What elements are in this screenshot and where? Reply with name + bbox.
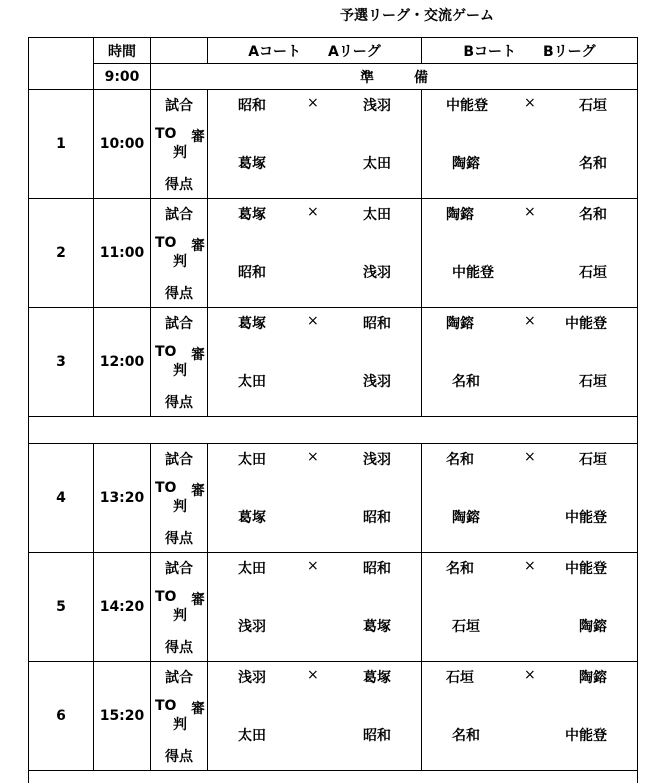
home-team: 昭和 bbox=[238, 98, 266, 114]
officials-team-2: 葛塚 bbox=[363, 619, 391, 635]
round-time: 12:00 bbox=[94, 308, 151, 417]
round-number: 5 bbox=[29, 553, 94, 662]
officials-team-1: 陶鎔 bbox=[452, 156, 480, 172]
role-match-label: 試合 bbox=[165, 561, 193, 577]
header-blank-cell bbox=[29, 38, 94, 90]
officials-team-1: 太田 bbox=[238, 374, 266, 390]
court-b-cell bbox=[422, 444, 638, 553]
round-time: 10:00 bbox=[94, 90, 151, 199]
officials-team-2: 昭和 bbox=[363, 728, 391, 744]
officials-team-2: 浅羽 bbox=[363, 374, 391, 390]
role-to-label: TO bbox=[155, 589, 177, 605]
round-time: 13:20 bbox=[94, 444, 151, 553]
officials-team-2: 中能登 bbox=[565, 510, 607, 526]
round-time: 15:20 bbox=[94, 662, 151, 771]
role-scoring-label: 得点 bbox=[165, 749, 193, 765]
role-cell bbox=[151, 199, 208, 308]
role-match-label: 試合 bbox=[165, 670, 193, 686]
prep-row bbox=[29, 64, 638, 90]
court-b-cell bbox=[422, 553, 638, 662]
lunch-break-row bbox=[29, 417, 638, 444]
away-team: 浅羽 bbox=[363, 98, 391, 114]
home-team: 葛塚 bbox=[238, 207, 266, 223]
role-match-label: 試合 bbox=[165, 316, 193, 332]
away-team: 中能登 bbox=[565, 316, 607, 332]
court-a-cell bbox=[208, 662, 422, 771]
round-time: 11:00 bbox=[94, 199, 151, 308]
court-a-cell bbox=[208, 199, 422, 308]
home-team: 陶鎔 bbox=[446, 316, 474, 332]
prep-time: 9:00 bbox=[94, 64, 151, 90]
officials-team-1: 葛塚 bbox=[238, 156, 266, 172]
trailing-row bbox=[29, 771, 638, 783]
officials-team-1: 陶鎔 bbox=[452, 510, 480, 526]
page-title: 予選リーグ・交流ゲーム bbox=[340, 8, 494, 24]
role-scoring-label: 得点 bbox=[165, 640, 193, 656]
round-time: 14:20 bbox=[94, 553, 151, 662]
role-to-label: TO bbox=[155, 480, 177, 496]
role-referee-label-a: 審 bbox=[191, 129, 205, 145]
vs-mark: × bbox=[524, 667, 536, 683]
away-team: 陶鎔 bbox=[579, 670, 607, 686]
role-match-label: 試合 bbox=[165, 207, 193, 223]
break-cell bbox=[29, 417, 638, 444]
role-cell bbox=[151, 90, 208, 199]
schedule-table bbox=[28, 37, 638, 783]
officials-team-1: 石垣 bbox=[452, 619, 480, 635]
court-a-cell bbox=[208, 308, 422, 417]
role-referee-label-b: 判 bbox=[173, 363, 187, 379]
round-row bbox=[29, 662, 638, 771]
round-row bbox=[29, 444, 638, 553]
court-b-cell bbox=[422, 90, 638, 199]
court-b-label: Bコート bbox=[463, 43, 517, 60]
officials-team-1: 浅羽 bbox=[238, 619, 266, 635]
officials-team-2: 太田 bbox=[363, 156, 391, 172]
role-to-label: TO bbox=[155, 698, 177, 714]
round-number: 2 bbox=[29, 199, 94, 308]
vs-mark: × bbox=[524, 204, 536, 220]
role-cell bbox=[151, 444, 208, 553]
role-referee-label-a: 審 bbox=[191, 592, 205, 608]
role-match-label: 試合 bbox=[165, 98, 193, 114]
home-team: 名和 bbox=[446, 561, 474, 577]
officials-team-2: 浅羽 bbox=[363, 265, 391, 281]
officials-team-1: 名和 bbox=[452, 728, 480, 744]
vs-mark: × bbox=[524, 558, 536, 574]
role-to-label: TO bbox=[155, 126, 177, 142]
court-a-cell bbox=[208, 90, 422, 199]
home-team: 石垣 bbox=[446, 670, 474, 686]
officials-team-2: 中能登 bbox=[565, 728, 607, 744]
away-team: 名和 bbox=[579, 207, 607, 223]
vs-mark: × bbox=[524, 313, 536, 329]
round-number: 6 bbox=[29, 662, 94, 771]
vs-mark: × bbox=[524, 449, 536, 465]
role-cell bbox=[151, 553, 208, 662]
trailing-cell bbox=[29, 771, 638, 783]
role-scoring-label: 得点 bbox=[165, 395, 193, 411]
role-to-label: TO bbox=[155, 344, 177, 360]
role-referee-label-b: 判 bbox=[173, 254, 187, 270]
round-row bbox=[29, 308, 638, 417]
away-team: 中能登 bbox=[565, 561, 607, 577]
officials-team-2: 名和 bbox=[579, 156, 607, 172]
role-referee-label-b: 判 bbox=[173, 608, 187, 624]
court-b-cell bbox=[422, 308, 638, 417]
role-scoring-label: 得点 bbox=[165, 531, 193, 547]
away-team: 浅羽 bbox=[363, 452, 391, 468]
court-b-cell bbox=[422, 199, 638, 308]
vs-mark: × bbox=[307, 449, 319, 465]
court-a-label: Aコート bbox=[248, 43, 302, 60]
round-number: 3 bbox=[29, 308, 94, 417]
role-referee-label-b: 判 bbox=[173, 499, 187, 515]
role-to-label: TO bbox=[155, 235, 177, 251]
role-header-blank bbox=[151, 38, 208, 64]
league-a-label: Aリーグ bbox=[327, 43, 381, 60]
officials-team-1: 中能登 bbox=[452, 265, 494, 281]
officials-team-1: 昭和 bbox=[238, 265, 266, 281]
court-a-cell bbox=[208, 553, 422, 662]
home-team: 中能登 bbox=[446, 98, 488, 114]
role-referee-label-a: 審 bbox=[191, 238, 205, 254]
prep-char-1: 準 bbox=[360, 69, 374, 86]
court-a-header bbox=[208, 38, 422, 64]
officials-team-2: 石垣 bbox=[579, 265, 607, 281]
home-team: 太田 bbox=[238, 452, 266, 468]
role-cell bbox=[151, 662, 208, 771]
away-team: 昭和 bbox=[363, 561, 391, 577]
officials-team-1: 葛塚 bbox=[238, 510, 266, 526]
officials-team-1: 名和 bbox=[452, 374, 480, 390]
court-b-cell bbox=[422, 662, 638, 771]
vs-mark: × bbox=[307, 204, 319, 220]
officials-team-2: 陶鎔 bbox=[579, 619, 607, 635]
court-a-cell bbox=[208, 444, 422, 553]
role-match-label: 試合 bbox=[165, 452, 193, 468]
prep-char-2: 備 bbox=[414, 69, 428, 86]
away-team: 昭和 bbox=[363, 316, 391, 332]
vs-mark: × bbox=[307, 558, 319, 574]
home-team: 名和 bbox=[446, 452, 474, 468]
home-team: 浅羽 bbox=[238, 670, 266, 686]
away-team: 太田 bbox=[363, 207, 391, 223]
home-team: 葛塚 bbox=[238, 316, 266, 332]
time-header: 時間 bbox=[94, 38, 151, 64]
role-referee-label-b: 判 bbox=[173, 717, 187, 733]
round-row bbox=[29, 199, 638, 308]
officials-team-1: 太田 bbox=[238, 728, 266, 744]
court-b-header bbox=[422, 38, 638, 64]
away-team: 石垣 bbox=[579, 452, 607, 468]
role-scoring-label: 得点 bbox=[165, 177, 193, 193]
vs-mark: × bbox=[307, 667, 319, 683]
role-referee-label-a: 審 bbox=[191, 701, 205, 717]
officials-team-2: 石垣 bbox=[579, 374, 607, 390]
role-cell bbox=[151, 308, 208, 417]
role-referee-label-a: 審 bbox=[191, 347, 205, 363]
round-row bbox=[29, 90, 638, 199]
role-referee-label-a: 審 bbox=[191, 483, 205, 499]
prep-cell bbox=[151, 64, 638, 90]
vs-mark: × bbox=[307, 313, 319, 329]
away-team: 石垣 bbox=[579, 98, 607, 114]
away-team: 葛塚 bbox=[363, 670, 391, 686]
role-scoring-label: 得点 bbox=[165, 286, 193, 302]
league-b-label: Bリーグ bbox=[542, 43, 596, 60]
round-number: 4 bbox=[29, 444, 94, 553]
vs-mark: × bbox=[307, 95, 319, 111]
vs-mark: × bbox=[524, 95, 536, 111]
round-number: 1 bbox=[29, 90, 94, 199]
header-row bbox=[29, 38, 638, 64]
round-row bbox=[29, 553, 638, 662]
home-team: 陶鎔 bbox=[446, 207, 474, 223]
role-referee-label-b: 判 bbox=[173, 145, 187, 161]
home-team: 太田 bbox=[238, 561, 266, 577]
officials-team-2: 昭和 bbox=[363, 510, 391, 526]
